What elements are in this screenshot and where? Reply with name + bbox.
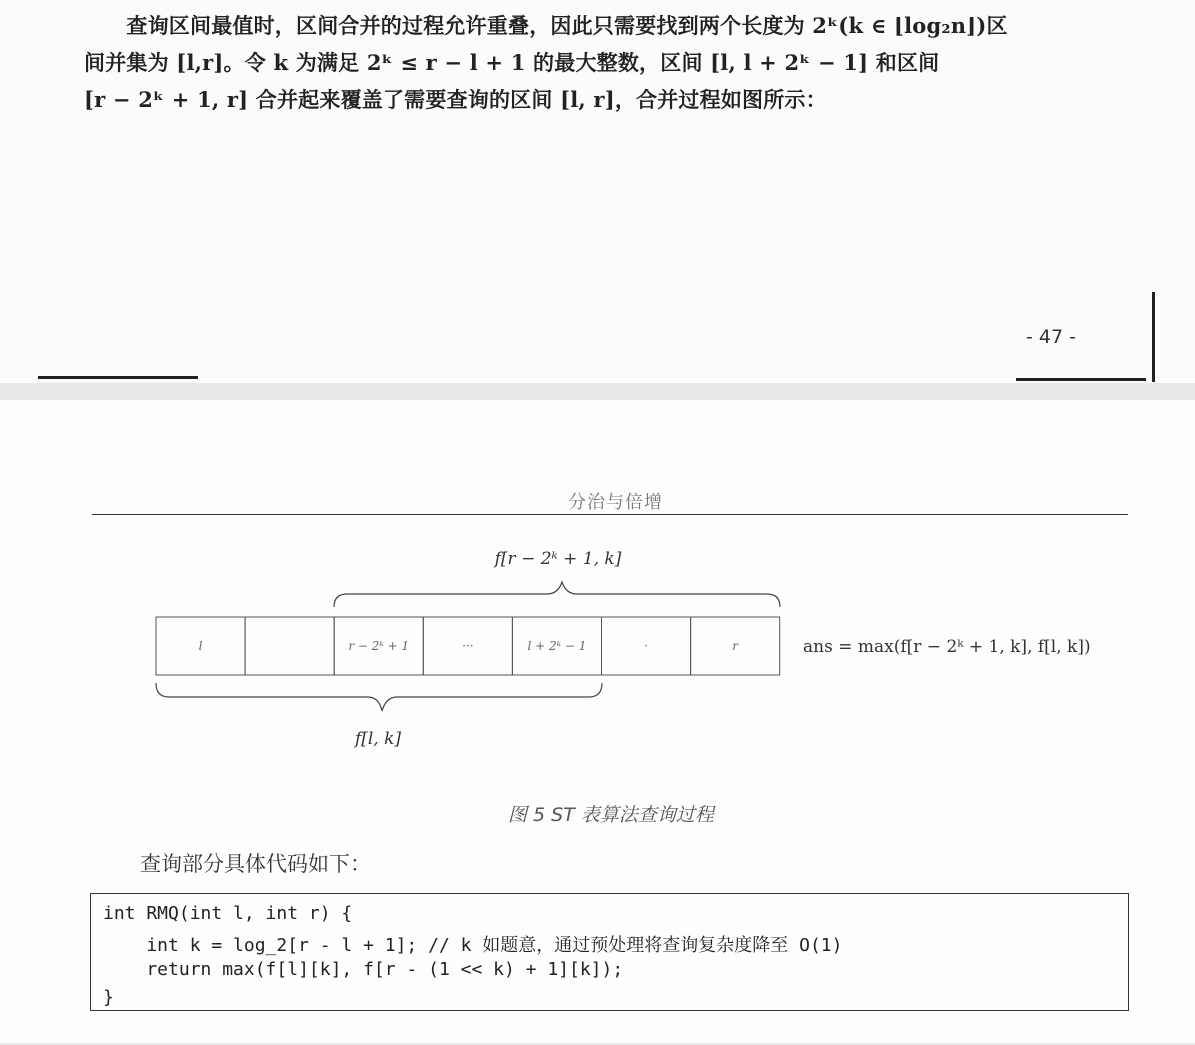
code-line-4: } [103, 987, 114, 1008]
code-line-2: int k = log_2[r - l + 1]; // k 如题意，通过预处理将查询复杂度降至 O(1) [103, 935, 843, 956]
top-brace [334, 582, 780, 607]
code-line-3: return max(f[l][k], f[r - (1 << k) + 1][k]); [103, 959, 624, 980]
running-header: 分治与倍增 [568, 492, 663, 513]
interval-cell-label: l + 2ᵏ − 1 [527, 639, 587, 653]
page-number: - 47 - [1026, 326, 1076, 348]
ans-formula: ans = max(f[r − 2ᵏ + 1, k], f[l, k]) [803, 637, 1091, 657]
bottom-brace-label: f[l, k] [354, 729, 402, 749]
paragraph-line-3: [r − 2ᵏ + 1, r] 合并起来覆盖了需要查询的区间 [l, r]，合并过程如图所示： [84, 87, 827, 112]
figure-caption: 图 5 ST 表算法查询过程 [508, 804, 714, 826]
interval-cell-label: ··· [462, 639, 474, 653]
paragraph-line-2: 间并集为 [l,r]。令 k 为满足 2ᵏ ≤ r − l + 1 的最大整数，区间 [l, l + 2ᵏ − 1] 和区间 [84, 50, 940, 75]
code-line-1: int RMQ(int l, int r) { [103, 903, 353, 924]
interval-cell-label: l [198, 639, 203, 653]
interval-cell [245, 617, 334, 675]
interval-cell-label: r [732, 639, 739, 653]
top-brace-label: f[r − 2ᵏ + 1, k] [494, 549, 622, 569]
code-intro: 查询部分具体代码如下： [140, 852, 371, 876]
interval-cells [156, 617, 780, 675]
code-block [90, 893, 1129, 1011]
paragraph-line-1: 查询区间最值时，区间合并的过程允许重叠，因此只需要找到两个长度为 2ᵏ(k ∈ ⌊log₂n⌋)区 [84, 13, 1008, 38]
bottom-brace [156, 683, 602, 711]
interval-cell-label: r − 2ᵏ + 1 [348, 639, 410, 653]
interval-cell-label: · [644, 639, 648, 653]
